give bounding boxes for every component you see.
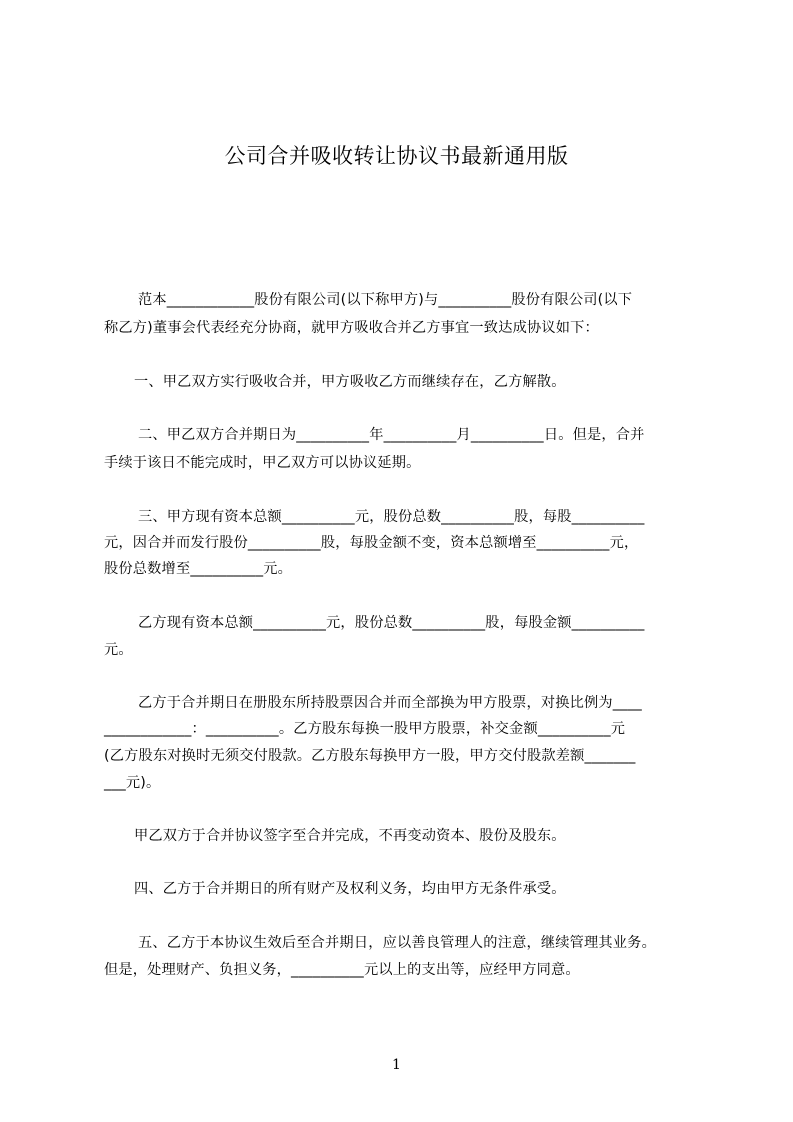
text-line-article-5-2: 但是，处理财产、负担义务，__________元以上的支出等，应经甲方同意。	[104, 962, 580, 978]
document-title: 公司合并吸收转让协议书最新通用版	[224, 144, 569, 168]
text-line-nochange: 甲乙双方于合并协议签字至合并完成，不再变动资本、股份及股东。	[134, 828, 566, 844]
text-line-article-1: 一、甲乙双方实行吸收合并，甲方吸收乙方而继续存在，乙方解散。	[134, 374, 566, 390]
text-line-preamble-2: 称乙方)董事会代表经充分协商，就甲方吸收合并乙方事宜一致达成协议如下：	[104, 320, 599, 336]
text-line-article-3-2: 元，因合并而发行股份__________股，每股金额不变，资本总额增至__________元，	[104, 535, 639, 551]
text-line-exchange-4: ___元)。	[104, 775, 161, 791]
text-line-article-3-1: 三、甲方现有资本总额__________元，股份总数__________股，每股__________	[138, 509, 645, 525]
text-line-article-2-2: 手续于该日不能完成时，甲乙双方可以协议延期。	[104, 455, 421, 471]
page-number: 1	[392, 1057, 401, 1073]
text-line-preamble-1: 范本____________股份有限公司(以下称甲方)与__________股份有限公司(以下	[138, 292, 633, 308]
text-line-exchange-1: 乙方于合并期日在册股东所持股票因合并而全部换为甲方股票，对换比例为____	[138, 695, 642, 711]
text-line-article-3-3: 股份总数增至__________元。	[104, 561, 293, 577]
text-line-article-2-1: 二、甲乙双方合并期日为__________年__________月__________日。但是，合并	[138, 427, 645, 443]
text-line-exchange-3: (乙方股东对换时无须交付股款。乙方股东每换甲方一股，甲方交付股款差额_______	[104, 748, 636, 764]
text-line-exchange-2: ____________：__________。乙方股东每换一股甲方股票，补交金额__________元	[104, 721, 626, 737]
text-line-article-4: 四、乙方于合并期日的所有财产及权利义务，均由甲方无条件承受。	[134, 881, 566, 897]
text-line-partyb-2: 元。	[104, 642, 133, 658]
text-line-article-5-1: 五、乙方于本协议生效后至合并期日，应以善良管理人的注意，继续管理其业务。	[138, 935, 656, 951]
text-line-partyb-1: 乙方现有资本总额__________元，股份总数__________股，每股金额__________	[138, 615, 645, 631]
